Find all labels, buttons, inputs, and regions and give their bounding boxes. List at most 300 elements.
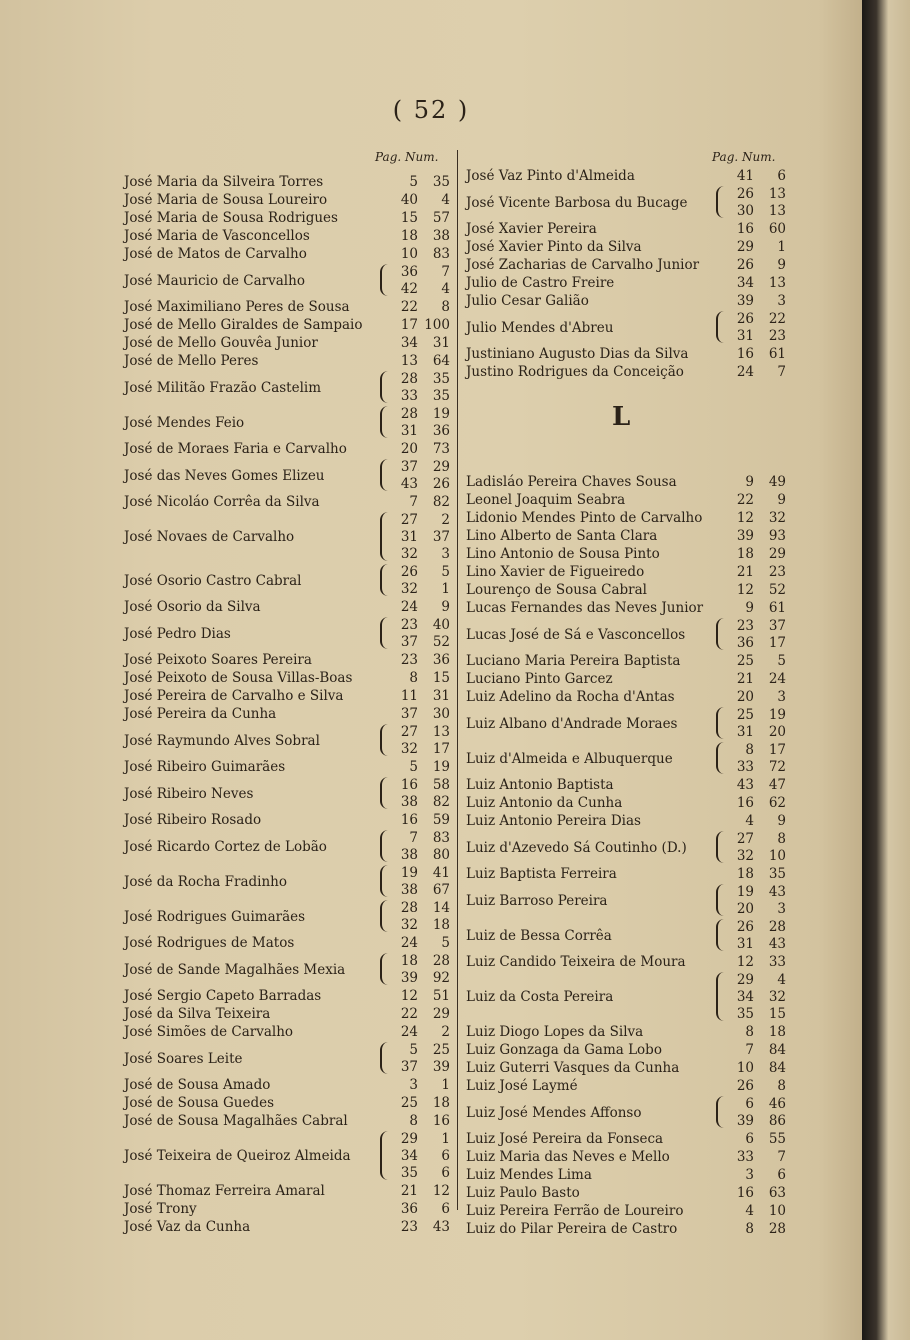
reference-pair (378, 1042, 452, 1059)
number-ref: 7 (777, 1149, 786, 1165)
entry-references (378, 688, 452, 705)
number-ref: 2 (441, 512, 450, 528)
page-ref: 3 (745, 1167, 754, 1183)
entry-name: Luiz de Bessa Corrêa (466, 927, 612, 944)
page-ref: 29 (736, 239, 754, 255)
entry-name: José Raymundo Alves Sobral (124, 732, 320, 749)
number-ref: 1 (441, 1077, 450, 1093)
page-ref: 21 (400, 1183, 418, 1199)
entry-references (714, 293, 788, 310)
entry-references (378, 988, 452, 1005)
number-ref: 40 (432, 617, 450, 633)
right-column-header: Pag. Num. (712, 150, 776, 164)
number-ref: 39 (432, 1059, 450, 1075)
index-entry (462, 653, 792, 670)
reference-pair (714, 1060, 788, 1077)
number-ref: 5 (777, 653, 786, 669)
entry-references (378, 1113, 452, 1130)
number-ref: 100 (424, 317, 450, 333)
page-ref: 9 (745, 600, 754, 616)
reference-pair (714, 203, 788, 220)
reference-pair (378, 1024, 452, 1041)
entry-name: José Simões de Carvalho (124, 1024, 294, 1040)
number-ref: 31 (432, 688, 450, 704)
index-entry (120, 1042, 450, 1076)
page-ref: 18 (736, 866, 754, 882)
entry-name: Luiz Antonio da Cunha (466, 795, 623, 811)
number-ref: 80 (432, 847, 450, 863)
number-ref: 43 (432, 1219, 450, 1235)
reference-pair (714, 742, 788, 759)
page-ref: 33 (400, 388, 418, 404)
number-ref: 61 (768, 346, 786, 362)
entry-references (378, 759, 452, 776)
number-ref: 24 (768, 671, 786, 687)
page-ref: 21 (736, 564, 754, 580)
number-ref: 30 (432, 706, 450, 722)
number-ref: 6 (441, 1165, 450, 1181)
index-entry (462, 600, 792, 617)
entry-name: José Teixeira de Queiroz Almeida (124, 1148, 351, 1164)
entry-references (378, 1131, 452, 1182)
page-ref: 38 (400, 794, 418, 810)
page-ref: 16 (736, 1185, 754, 1201)
index-entry (120, 953, 450, 987)
number-ref: 26 (432, 476, 450, 492)
entry-references (378, 812, 452, 829)
page-ref: 38 (400, 847, 418, 863)
reference-pair (714, 186, 788, 203)
index-entry (120, 192, 450, 209)
page-ref: 26 (736, 311, 754, 327)
entry-name: José Maria de Vasconcellos (124, 228, 310, 244)
reference-pair (714, 275, 788, 292)
entry-name: José Ribeiro Guimarães (124, 759, 286, 775)
reference-pair (378, 1148, 452, 1165)
reference-pair (714, 510, 788, 527)
reference-pair (714, 1221, 788, 1238)
number-ref: 84 (768, 1060, 786, 1076)
page-ref: 32 (400, 741, 418, 757)
reference-pair (714, 813, 788, 830)
reference-pair (378, 882, 452, 899)
index-entry (120, 777, 450, 811)
page-ref: 18 (400, 953, 418, 969)
index-entry (120, 174, 450, 191)
entry-name: Lourenço de Sousa Cabral (466, 582, 648, 598)
index-entry (462, 546, 792, 563)
page-ref: 8 (409, 670, 418, 686)
entry-references (714, 1203, 788, 1220)
entry-references (714, 364, 788, 381)
page-ref: 27 (736, 831, 754, 847)
page-ref: 20 (400, 441, 418, 457)
number-ref: 29 (432, 459, 450, 475)
entry-name: José Maximiliano Peres de Sousa (124, 299, 350, 315)
entry-name: José Ribeiro Rosado (124, 812, 262, 828)
number-ref: 43 (768, 884, 786, 900)
number-ref: 28 (432, 953, 450, 969)
entry-name: Lidonio Mendes Pinto de Carvalho (466, 510, 703, 526)
entry-references (378, 953, 452, 987)
index-entry (120, 812, 450, 829)
number-ref: 5 (441, 564, 450, 580)
number-ref: 41 (432, 865, 450, 881)
reference-pair (378, 264, 452, 281)
index-entry (120, 724, 450, 758)
reference-pair (378, 970, 452, 987)
index-entry (462, 1131, 792, 1148)
number-ref: 19 (768, 707, 786, 723)
reference-pair (714, 168, 788, 185)
page-ref: 17 (400, 317, 418, 333)
reference-pair (378, 441, 452, 458)
reference-pair (378, 192, 452, 209)
number-ref: 73 (432, 441, 450, 457)
page-ref: 18 (736, 546, 754, 562)
number-ref: 82 (432, 794, 450, 810)
entry-name: José Xavier Pinto da Silva (466, 239, 642, 255)
reference-pair (714, 474, 788, 491)
reference-pair (378, 794, 452, 811)
entry-name: Luiz Antonio Baptista (466, 777, 614, 793)
entry-references (714, 777, 788, 794)
reference-pair (378, 423, 452, 440)
page-ref: 27 (400, 724, 418, 740)
number-ref: 15 (768, 1006, 786, 1022)
entry-references (714, 600, 788, 617)
reference-pair (714, 936, 788, 953)
index-entry (120, 1219, 450, 1236)
page-ref: 33 (736, 759, 754, 775)
reference-pair (714, 759, 788, 776)
number-ref: 28 (768, 1221, 786, 1237)
reference-pair (378, 317, 452, 334)
entry-references (378, 1201, 452, 1218)
entry-name: José Zacharias de Carvalho Junior (466, 257, 700, 273)
index-entry (120, 935, 450, 952)
number-ref: 61 (768, 600, 786, 616)
entry-name: Luiz Baptista Ferreira (466, 866, 617, 882)
reference-pair (378, 617, 452, 634)
reference-pair (378, 228, 452, 245)
index-entry (120, 1201, 450, 1218)
index-entry (462, 919, 792, 953)
entry-name: José Trony (124, 1201, 197, 1217)
number-ref: 82 (432, 494, 450, 510)
number-ref: 3 (777, 689, 786, 705)
page-ref: 26 (736, 257, 754, 273)
number-ref: 6 (441, 1201, 450, 1217)
index-entry (462, 293, 792, 310)
entry-references (714, 528, 788, 545)
entry-references (714, 1185, 788, 1202)
entry-name: José das Neves Gomes Elizeu (124, 467, 325, 484)
entry-name: Julio de Castro Freire (466, 275, 615, 291)
entry-name: José Sergio Capeto Barradas (124, 988, 322, 1004)
column-divider (457, 150, 458, 1210)
entry-name: Lino Alberto de Santa Clara (466, 528, 658, 544)
page-ref: 39 (736, 528, 754, 544)
number-ref: 17 (768, 635, 786, 651)
reference-pair (378, 1183, 452, 1200)
page-ref: 32 (400, 581, 418, 597)
reference-pair (378, 812, 452, 829)
reference-pair (714, 1131, 788, 1148)
entry-references (714, 186, 788, 220)
reference-pair (378, 741, 452, 758)
entry-name: José Peixoto Soares Pereira (124, 652, 312, 668)
entry-name: José Thomaz Ferreira Amaral (124, 1183, 325, 1199)
entry-references (714, 239, 788, 256)
index-entry (120, 494, 450, 511)
number-ref: 46 (768, 1096, 786, 1112)
index-entry (120, 353, 450, 370)
book-edge (862, 0, 910, 1340)
reference-pair (378, 953, 452, 970)
entry-references (378, 724, 452, 758)
number-ref: 4 (777, 972, 786, 988)
page-ref: 28 (400, 900, 418, 916)
entry-references (378, 264, 452, 298)
entry-references (714, 831, 788, 865)
page-ref: 27 (400, 512, 418, 528)
reference-pair (378, 1113, 452, 1130)
entry-name: José de Sousa Guedes (124, 1095, 275, 1111)
reference-pair (378, 599, 452, 616)
index-entry (462, 707, 792, 741)
entry-name: José de Mello Gouvêa Junior (124, 335, 318, 351)
reference-pair (378, 706, 452, 723)
reference-pair (714, 1042, 788, 1059)
index-entry (462, 1221, 792, 1238)
entry-references (714, 671, 788, 688)
entry-references (714, 1096, 788, 1130)
entry-name: José Vaz Pinto d'Almeida (466, 168, 635, 184)
number-ref: 6 (777, 168, 786, 184)
reference-pair (714, 1096, 788, 1113)
index-entry (120, 865, 450, 899)
entry-references (714, 1167, 788, 1184)
entry-references (714, 168, 788, 185)
reference-pair (714, 364, 788, 381)
page-ref: 37 (400, 706, 418, 722)
number-ref: 23 (768, 328, 786, 344)
number-ref: 49 (768, 474, 786, 490)
number-ref: 9 (777, 257, 786, 273)
page-ref: 12 (400, 988, 418, 1004)
page-ref: 26 (400, 564, 418, 580)
reference-pair (378, 759, 452, 776)
page-ref: 19 (736, 884, 754, 900)
entry-references (714, 564, 788, 581)
number-ref: 15 (432, 670, 450, 686)
number-ref: 35 (768, 866, 786, 882)
index-entry (120, 670, 450, 687)
reference-pair (378, 210, 452, 227)
number-ref: 63 (768, 1185, 786, 1201)
number-ref: 67 (432, 882, 450, 898)
reference-pair (714, 564, 788, 581)
page-ref: 29 (400, 1131, 418, 1147)
index-entry (462, 1078, 792, 1095)
index-entry (462, 777, 792, 794)
index-entry (120, 1183, 450, 1200)
entry-name: José Maria de Sousa Rodrigues (124, 210, 338, 226)
index-entry (120, 706, 450, 723)
reference-pair (378, 847, 452, 864)
number-ref: 52 (432, 634, 450, 650)
number-ref: 35 (432, 174, 450, 190)
entry-references (378, 441, 452, 458)
page-ref: 43 (400, 476, 418, 492)
index-entry (462, 311, 792, 345)
reference-pair (714, 884, 788, 901)
entry-name: José de Sousa Magalhães Cabral (124, 1113, 348, 1129)
number-ref: 58 (432, 777, 450, 793)
entry-references (714, 1024, 788, 1041)
number-ref: 13 (768, 275, 786, 291)
reference-pair (714, 795, 788, 812)
page-ref: 31 (400, 529, 418, 545)
page-ref: 23 (400, 652, 418, 668)
page-ref: 23 (400, 1219, 418, 1235)
reference-pair (378, 724, 452, 741)
reference-pair (714, 311, 788, 328)
index-entry (462, 221, 792, 238)
page-ref: 28 (400, 406, 418, 422)
page-ref: 39 (736, 293, 754, 309)
index-entry (120, 830, 450, 864)
reference-pair (378, 564, 452, 581)
page-ref: 7 (745, 1042, 754, 1058)
entry-name: José Osorio Castro Cabral (124, 572, 302, 589)
number-ref: 51 (432, 988, 450, 1004)
entry-name: Luiz Maria das Neves e Mello (466, 1149, 670, 1165)
entry-references (714, 1042, 788, 1059)
entry-name: José de Mello Giraldes de Sampaio (124, 317, 363, 333)
number-ref: 86 (768, 1113, 786, 1129)
entry-references (714, 582, 788, 599)
page-ref: 24 (736, 364, 754, 380)
page-ref: 4 (745, 1203, 754, 1219)
left-column-header: Pag. Num. (375, 150, 439, 164)
number-ref: 38 (432, 228, 450, 244)
page-ref: 18 (400, 228, 418, 244)
reference-pair (714, 1113, 788, 1130)
page-ref: 7 (409, 830, 418, 846)
index-entry (120, 1024, 450, 1041)
index-entry (462, 1203, 792, 1220)
index-entry (120, 599, 450, 616)
page-ref: 31 (736, 328, 754, 344)
index-entry (120, 688, 450, 705)
number-ref: 18 (432, 1095, 450, 1111)
page-ref: 36 (400, 264, 418, 280)
index-entry (462, 1060, 792, 1077)
number-ref: 13 (768, 186, 786, 202)
number-ref: 64 (432, 353, 450, 369)
entry-name: Luiz Candido Teixeira de Moura (466, 954, 686, 970)
reference-pair (378, 634, 452, 651)
page-ref: 38 (400, 882, 418, 898)
reference-pair (714, 328, 788, 345)
entry-references (714, 221, 788, 238)
number-ref: 1 (777, 239, 786, 255)
index-entry (120, 564, 450, 598)
reference-pair (714, 724, 788, 741)
entry-references (378, 900, 452, 934)
entry-name: Leonel Joaquim Seabra (466, 492, 626, 508)
reference-pair (714, 1185, 788, 1202)
page-ref: 34 (400, 335, 418, 351)
page-ref: 12 (736, 582, 754, 598)
number-ref: 55 (768, 1131, 786, 1147)
number-ref: 36 (432, 652, 450, 668)
entry-name: José Xavier Pereira (466, 221, 597, 237)
index-entry (462, 742, 792, 776)
entry-name: José Maria de Sousa Loureiro (124, 192, 328, 208)
index-entry (120, 264, 450, 298)
number-ref: 9 (441, 599, 450, 615)
entry-name: Justiniano Augusto Dias da Silva (466, 346, 689, 362)
reference-pair (378, 935, 452, 952)
entry-name: José de Sande Magalhães Mexia (124, 961, 346, 978)
page-ref: 5 (409, 759, 418, 775)
index-entry (462, 1042, 792, 1059)
page-ref: 36 (400, 1201, 418, 1217)
page-ref: 10 (400, 246, 418, 262)
page-ref: 16 (736, 346, 754, 362)
number-ref: 19 (432, 406, 450, 422)
index-entry (120, 1131, 450, 1182)
entry-references (714, 707, 788, 741)
page-ref: 36 (736, 635, 754, 651)
number-ref: 83 (432, 246, 450, 262)
page-ref: 13 (400, 353, 418, 369)
index-entry (120, 299, 450, 316)
page-ref: 35 (736, 1006, 754, 1022)
page-ref: 34 (736, 275, 754, 291)
entry-name: José Nicoláo Corrêa da Silva (124, 494, 320, 510)
page-ref: 7 (409, 494, 418, 510)
number-ref: 20 (768, 724, 786, 740)
number-ref: 13 (768, 203, 786, 219)
index-entry (462, 564, 792, 581)
entry-references (714, 311, 788, 345)
page-ref: 15 (400, 210, 418, 226)
entry-name: Luiz Gonzaga da Gama Lobo (466, 1042, 662, 1058)
entry-references (714, 546, 788, 563)
page-ref: 22 (736, 492, 754, 508)
number-ref: 57 (432, 210, 450, 226)
entry-references (714, 866, 788, 883)
number-ref: 59 (432, 812, 450, 828)
entry-name: José Ricardo Cortez de Lobão (124, 838, 327, 855)
entry-references (378, 210, 452, 227)
index-entry (462, 492, 792, 509)
number-ref: 16 (432, 1113, 450, 1129)
entry-name: Luiz Guterri Vasques da Cunha (466, 1060, 680, 1076)
entry-references (714, 954, 788, 971)
reference-pair (714, 221, 788, 238)
index-entry (462, 346, 792, 363)
page-ref: 3 (409, 1077, 418, 1093)
page-ref: 8 (745, 1221, 754, 1237)
entry-references (378, 353, 452, 370)
entry-name: Luiz Barroso Pereira (466, 892, 608, 909)
reference-pair (378, 900, 452, 917)
